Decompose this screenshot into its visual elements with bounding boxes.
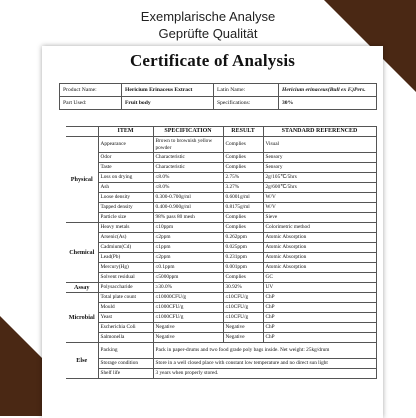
standard-cell: GC (263, 273, 376, 283)
standard-column-header: STANDARD REFERENCED (263, 127, 376, 137)
latin-name-label: Latin Name: (214, 84, 279, 97)
item-cell: Mercury(Hg) (98, 263, 153, 273)
item-cell: Packing (98, 343, 153, 359)
item-cell: Yeast (98, 313, 153, 323)
item-cell: Arsenic(As) (98, 233, 153, 243)
result-cell: Complies (223, 273, 263, 283)
item-cell: Tapped density (98, 203, 153, 213)
table-row (66, 253, 376, 263)
item-cell: Appearance (98, 137, 153, 153)
result-cell: Negative (223, 323, 263, 333)
product-name-value: Hericium Erinaceus Extract (122, 84, 214, 97)
specification-cell: Characteristic (153, 153, 223, 163)
standard-cell: Atomic Absorption (263, 263, 376, 273)
analysis-table (66, 126, 377, 379)
item-cell: Odor (98, 153, 153, 163)
table-row (66, 293, 376, 303)
specification-cell: ≤0.1ppm (153, 263, 223, 273)
category-label: Physical (66, 137, 98, 223)
result-cell: Complies (223, 153, 263, 163)
description-cell: Pack in paper-drums and two food grade poly bags inside. Net weight: 25kg/drum (153, 343, 376, 359)
table-row (66, 193, 376, 203)
specifications-label: Specifications: (214, 97, 279, 110)
item-cell: Loose density (98, 193, 153, 203)
specification-cell: ≤5000ppm (153, 273, 223, 283)
table-row (66, 283, 376, 293)
table-row (66, 333, 376, 343)
result-cell: ≤10CFU/g (223, 313, 263, 323)
table-row (66, 303, 376, 313)
specification-cell: ≤1000CFU/g (153, 303, 223, 313)
standard-cell: ChP (263, 323, 376, 333)
specification-cell: ≤10000CFU/g (153, 293, 223, 303)
result-cell: 0.001ppm (223, 263, 263, 273)
specification-cell: 0.400-0.900g/ml (153, 203, 223, 213)
standard-cell: Sensory (263, 163, 376, 173)
result-cell: ≤10CFU/g (223, 303, 263, 313)
specification-cell: ≤8.0% (153, 173, 223, 183)
part-used-label: Part Used: (60, 97, 122, 110)
product-info-row (60, 84, 377, 97)
specifications-value: 30% (279, 97, 377, 110)
category-column-header (66, 127, 98, 137)
item-cell: Escherichia Coli (98, 323, 153, 333)
standard-cell: Atomic Absorption (263, 233, 376, 243)
specification-cell: ≤1000CFU/g (153, 313, 223, 323)
standard-cell: 2g/105℃/5hrs (263, 173, 376, 183)
standard-cell: 2g/600℃/5hrs (263, 183, 376, 193)
item-cell: Polysaccharide (98, 283, 153, 293)
standard-cell: Atomic Absorption (263, 243, 376, 253)
standard-cell: Atomic Absorption (263, 253, 376, 263)
table-row (66, 233, 376, 243)
specification-cell: ≤1ppm (153, 243, 223, 253)
standard-cell: W/V (263, 203, 376, 213)
product-info-row (60, 97, 377, 110)
item-cell: Mould (98, 303, 153, 313)
table-row (66, 313, 376, 323)
table-row (66, 173, 376, 183)
category-label: Microbial (66, 293, 98, 343)
standard-cell: UV (263, 283, 376, 293)
table-row (66, 223, 376, 233)
table-header-row (66, 127, 376, 137)
specification-cell: Brown to brownish yellow powder (153, 137, 223, 153)
part-used-value: Fruit body (122, 97, 214, 110)
table-row (66, 203, 376, 213)
category-label: Assay (66, 283, 98, 293)
item-cell: Cadmium(Cd) (98, 243, 153, 253)
specification-cell: ≤2ppm (153, 253, 223, 263)
certificate-document (42, 46, 383, 418)
description-cell: Store in a well closed place with constant low temperature and no direct sun light (153, 359, 376, 369)
specification-cell: Negative (153, 333, 223, 343)
header-line-1: Exemplarische Analyse (140, 9, 276, 24)
result-cell: 0.8175g/ml (223, 203, 263, 213)
result-cell: 30.92% (223, 283, 263, 293)
result-cell: Complies (223, 223, 263, 233)
table-row (66, 323, 376, 333)
result-cell: 3.27% (223, 183, 263, 193)
category-label: Else (66, 343, 98, 379)
result-column-header: RESULT (223, 127, 263, 137)
result-cell: 0.6001g/ml (223, 193, 263, 203)
item-cell: Ash (98, 183, 153, 193)
item-cell: Shelf life (98, 369, 153, 379)
specification-cell: Characteristic (153, 163, 223, 173)
table-row (66, 343, 376, 359)
category-label: Chemical (66, 223, 98, 283)
specification-cell: ≥30.0% (153, 283, 223, 293)
table-row (66, 163, 376, 173)
result-cell: Complies (223, 163, 263, 173)
standard-cell: Visual (263, 137, 376, 153)
item-cell: Salmonella (98, 333, 153, 343)
standard-cell: Sensory (263, 153, 376, 163)
table-row (66, 263, 376, 273)
item-cell: Total plate count (98, 293, 153, 303)
product-info-table (59, 83, 377, 110)
specification-cell: Negative (153, 323, 223, 333)
product-name-label: Product Name: (60, 84, 122, 97)
standard-cell: Colorimetric method (263, 223, 376, 233)
specification-cell: 0.300-0.700g/ml (153, 193, 223, 203)
result-cell: 0.262ppm (223, 233, 263, 243)
table-row (66, 213, 376, 223)
result-cell: ≤10CFU/g (223, 293, 263, 303)
table-row (66, 243, 376, 253)
latin-name-value: Hericium erinaceus(Bull ex F.)Pers. (279, 84, 377, 97)
table-row (66, 369, 376, 379)
analysis-table-body (66, 137, 376, 379)
result-cell: 2.75% (223, 173, 263, 183)
specification-column-header: SPECIFICATION (153, 127, 223, 137)
result-cell: Complies (223, 213, 263, 223)
description-cell: 3 years when properly stored. (153, 369, 376, 379)
standard-cell: ChP (263, 303, 376, 313)
table-row (66, 183, 376, 193)
result-cell: Negative (223, 333, 263, 343)
table-row (66, 153, 376, 163)
item-cell: Loss on drying (98, 173, 153, 183)
specification-cell: ≤2ppm (153, 233, 223, 243)
standard-cell: Sieve (263, 213, 376, 223)
item-column-header: ITEM (98, 127, 153, 137)
item-cell: Particle size (98, 213, 153, 223)
table-row (66, 359, 376, 369)
standard-cell: ChP (263, 293, 376, 303)
result-cell: 0.025ppm (223, 243, 263, 253)
document-title: Certificate of Analysis (129, 51, 296, 70)
item-cell: Solvent residual (98, 273, 153, 283)
header-line-2: Geprüfte Qualität (158, 26, 258, 41)
item-cell: Taste (98, 163, 153, 173)
item-cell: Storage condition (98, 359, 153, 369)
standard-cell: ChP (263, 333, 376, 343)
specification-cell: ≤10ppm (153, 223, 223, 233)
item-cell: Heavy metals (98, 223, 153, 233)
item-cell: Lead(Pb) (98, 253, 153, 263)
table-row (66, 273, 376, 283)
result-cell: 0.231ppm (223, 253, 263, 263)
standard-cell: W/V (263, 193, 376, 203)
specification-cell: ≤8.0% (153, 183, 223, 193)
specification-cell: 98% pass 80 mesh (153, 213, 223, 223)
result-cell: Complies (223, 137, 263, 153)
table-row (66, 137, 376, 153)
standard-cell: ChP (263, 313, 376, 323)
